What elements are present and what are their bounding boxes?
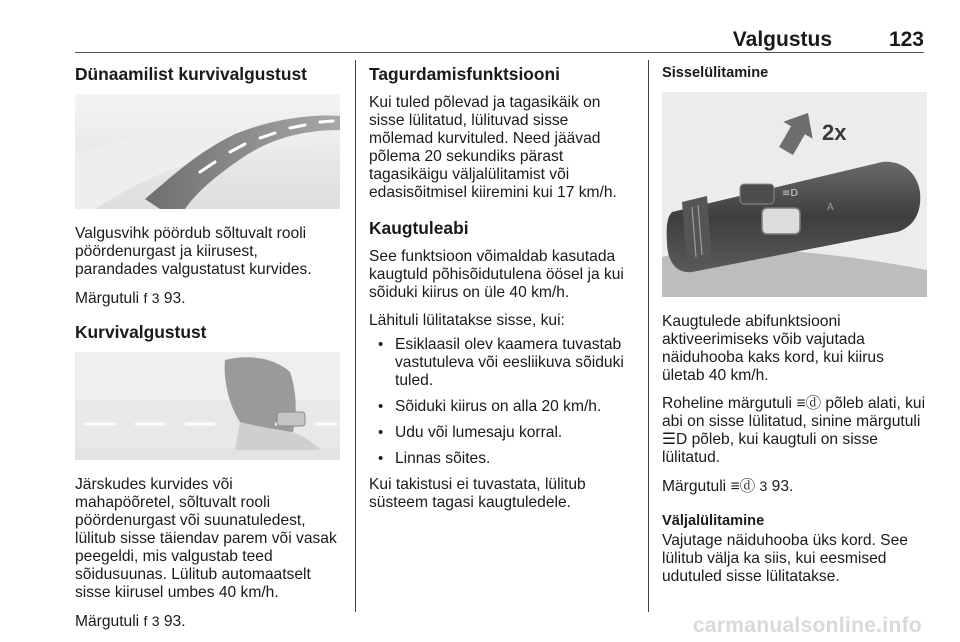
cornering-light-heading: Kurvivalgustust — [75, 322, 207, 342]
indicator-reference — [662, 477, 928, 496]
header-section-title: Valgustus — [732, 28, 832, 51]
reference-page: 93. — [163, 290, 186, 307]
bending-light-icon: f — [143, 290, 148, 306]
watermark: carmanualsonline.info — [692, 614, 922, 637]
dynamic-bending-text: Valgusvihk pöördub sõltuvalt rooli pöördenurgast ja kiirusest, parandades valgustatust kurvides. — [75, 225, 312, 278]
high-beam-assist-text: See funktsioon võimaldab kasutada kaugtuld põhisõidutulena öösel ja kui sõiduki kiirus on üle 40 km/h. — [369, 248, 624, 301]
dynamic-bending-heading: Dünaamilist kurvivalgustust — [75, 64, 307, 84]
cornering-light-text: Järskudes kurvides või mahapöõretel, sõltuvalt rooli pöördenurgast või suunatuledest, lülitub sisse täiendav parem või vasak peegeldi, mis valgustab teed sõidusuunas. Lülitub automaatselt sisse kiirusel umbes 40 km/h. — [75, 476, 337, 601]
column-3 — [662, 64, 928, 596]
reverse-function-text: Kui tuled põlevad ja tagasikäik on sisse lülitatud, lülituvad sisse mõlemad kurvituled. Need jäävad põlema 20 sekundiks pärast tagasikäigu väljalülitamist või edasisõitmisel kiiremini kui 17 km/h. — [369, 94, 617, 201]
reference-prefix: Märgutuli — [75, 290, 144, 307]
deactivation-text: Vajutage näiduhooba üks kord. See lülitub välja ka siis, kui eesmised udutuled sisse lülitatakse. — [662, 532, 908, 585]
svg-text:≡D: ≡D — [782, 188, 799, 199]
column-1 — [75, 64, 343, 641]
high-beam-assist-heading: Kaugtuleabi — [369, 218, 469, 238]
dynamic-bending-reference — [75, 289, 343, 308]
press-twice-label: 2x — [822, 120, 847, 145]
column-2 — [369, 64, 636, 522]
page-reference-arrow-icon: 3 — [151, 290, 160, 306]
dynamic-bending-illustration — [75, 94, 340, 209]
list-item: • Sõiduki kiirus on alla 20 km/h. — [369, 398, 636, 416]
bending-light-icon: f — [143, 613, 148, 629]
high-beam-assist-intro: Lähituli lülitatakse sisse, kui: — [369, 312, 565, 329]
deactivation-heading: Väljalülitamine — [662, 513, 765, 529]
svg-text:A: A — [827, 202, 834, 213]
high-beam-fallback-text: Kui takistusi ei tuvastata, lülitub süsteem tagasi kaugtuledele. — [369, 476, 586, 511]
column-divider-2 — [648, 60, 649, 612]
light-switch-lever-illustration — [662, 92, 927, 297]
page-header — [0, 0, 960, 52]
activation-text: Kaugtulede abifunktsiooni aktiveerimiseks võib vajutada näiduhooba kaks kord, kui kiirus ületab 40 km/h. — [662, 313, 884, 384]
list-item: • Udu või lumesaju korral. — [369, 424, 636, 442]
cornering-light-illustration — [75, 352, 340, 460]
low-beam-conditions-list — [369, 336, 636, 468]
page-reference-arrow-icon: 3 — [759, 478, 768, 494]
activation-heading: Sisselülitamine — [662, 65, 769, 81]
reverse-function-heading: Tagurdamisfunktsiooni — [369, 64, 560, 84]
reference-page: 93. — [163, 613, 186, 630]
indicator-text: Roheline märgutuli ≡ⓓ põleb alati, kui abi on sisse lülitatud, sinine märgutuli ☰D põleb, kui kaugtuli on sisse lülitatud. — [662, 395, 926, 466]
reference-page: 93. — [771, 478, 794, 495]
list-item: • Esiklaasil olev kaamera tuvastab vastutuleva või eesliikuva sõiduki tuled. — [369, 336, 636, 390]
header-rule — [75, 52, 924, 53]
header-page-number: 123 — [888, 28, 924, 51]
reference-prefix: Märgutuli ≡ⓓ — [662, 478, 760, 495]
column-divider-1 — [355, 60, 356, 612]
cornering-light-reference — [75, 612, 343, 631]
reference-prefix: Märgutuli — [75, 613, 144, 630]
list-item: • Linnas sõites. — [369, 450, 636, 468]
page-reference-arrow-icon: 3 — [151, 613, 160, 629]
